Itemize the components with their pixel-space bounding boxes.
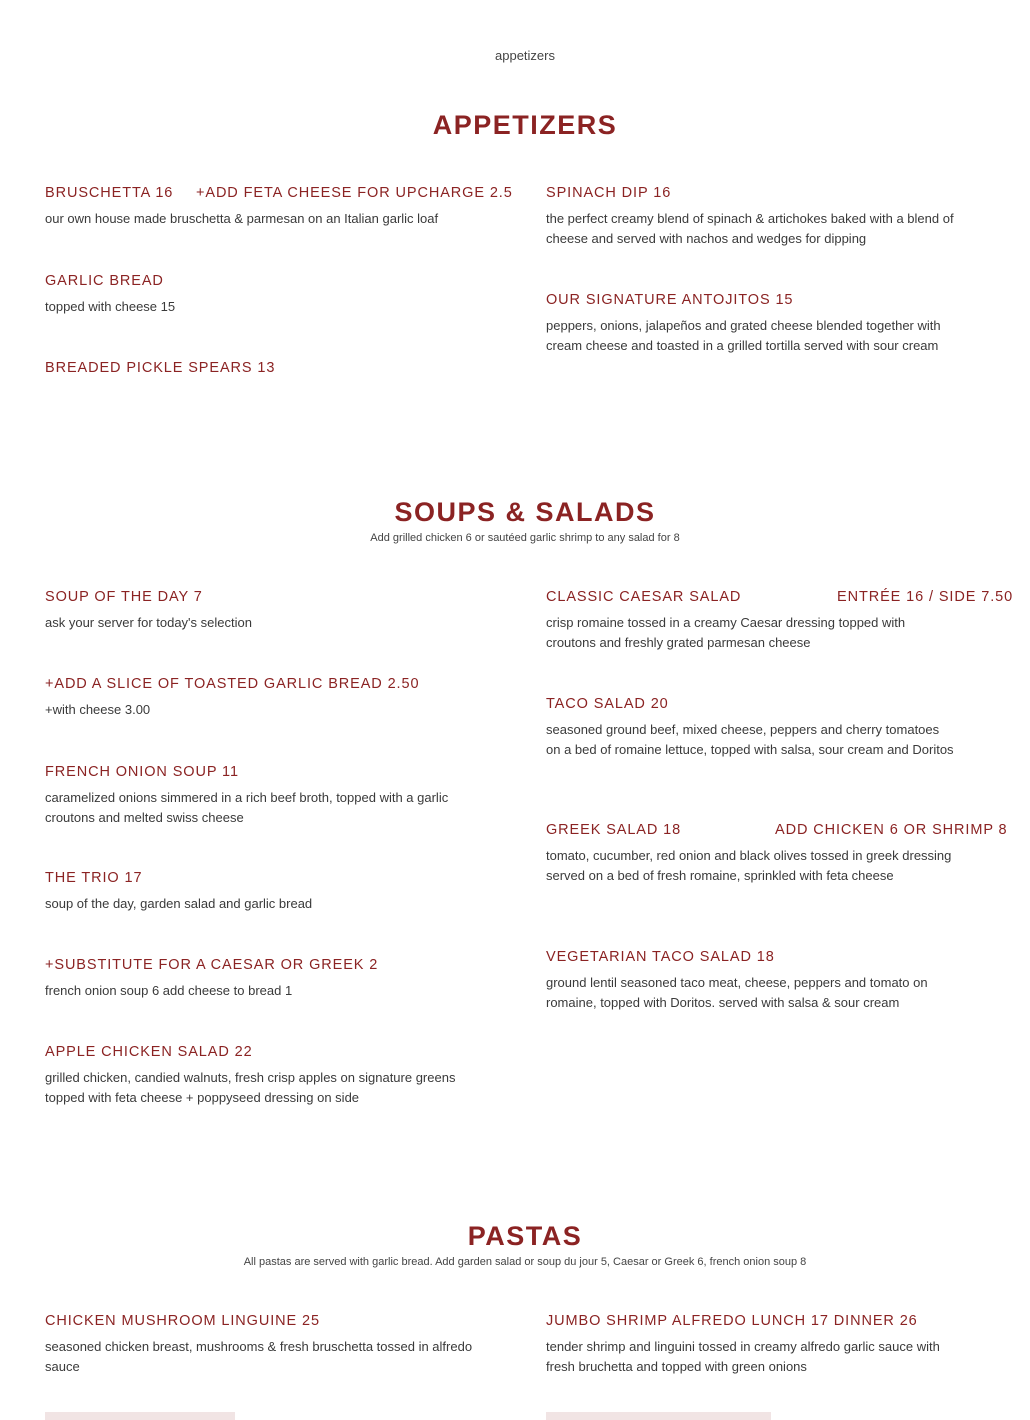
item-description: soup of the day, garden salad and garlic bread (45, 896, 313, 911)
item-description: ground lentil seasoned taco meat, cheese, peppers and tomato on romaine, topped with Doritos. served with salsa & sour cream (546, 975, 928, 1010)
soups-salads-title: SOUPS & SALADS (394, 497, 656, 527)
menu-item-substitute (45, 957, 485, 1001)
menu-item-caesar-salad (546, 589, 1014, 652)
item-name: SOUP OF THE DAY 7 (45, 589, 203, 605)
item-description: the perfect creamy blend of spinach & artichokes baked with a blend of cheese and served with nachos and wedges for dipping (546, 211, 954, 246)
item-name: THE TRIO 17 (45, 870, 143, 886)
item-name-row (546, 822, 1008, 838)
menu-item-garlic-bread (45, 273, 485, 317)
item-name: BRUSCHETTA 16 (45, 185, 174, 201)
item-description: crisp romaine tossed in a creamy Caesar dressing topped with croutons and freshly grated parmesan cheese (546, 615, 906, 650)
item-name: SPINACH DIP 16 (546, 185, 672, 201)
item-name: VEGETARIAN TACO SALAD 18 (546, 949, 775, 965)
item-name: TACO SALAD 20 (546, 696, 669, 712)
item-description: caramelized onions simmered in a rich beef broth, topped with a garlic croutons and melted swiss cheese (45, 790, 449, 825)
item-description: our own house made bruschetta & parmesan on an Italian garlic loaf (45, 211, 439, 226)
pastas-title: PASTAS (467, 1221, 583, 1251)
item-name: APPLE CHICKEN SALAD 22 (45, 1044, 253, 1060)
item-extra: ENTRÉE 16 / SIDE 7.50 (837, 589, 1014, 605)
item-name-row (546, 589, 1014, 605)
item-extra: ADD CHICKEN 6 OR SHRIMP 8 (775, 822, 1008, 838)
item-description: grilled chicken, candied walnuts, fresh crisp apples on signature greens topped with feta cheese + poppyseed dressing on side (45, 1070, 456, 1105)
item-description: tender shrimp and linguini tossed in creamy alfredo garlic sauce with fresh bruchetta and topped with green onions (546, 1339, 940, 1374)
menu-item-spinach-dip (546, 185, 956, 248)
item-name: BREADED PICKLE SPEARS 13 (45, 360, 276, 376)
item-name: OUR SIGNATURE ANTOJITOS 15 (546, 292, 794, 308)
menu-item-antojitos (546, 292, 956, 355)
item-name: +ADD A SLICE OF TOASTED GARLIC BREAD 2.50 (45, 676, 420, 692)
item-description: ask your server for today's selection (45, 615, 252, 630)
item-name: CHICKEN MUSHROOM LINGUINE 25 (45, 1313, 320, 1329)
item-description: +with cheese 3.00 (45, 702, 151, 717)
menu-item-soup-of-day (45, 589, 485, 633)
item-description: french onion soup 6 add cheese to bread 1 (45, 983, 293, 998)
item-name: JUMBO SHRIMP ALFREDO LUNCH 17 DINNER 26 (546, 1313, 918, 1329)
menu-item-pickle-spears (45, 360, 485, 376)
menu-item-vegetarian-taco-salad (546, 949, 956, 1012)
menu-item-taco-salad (546, 696, 956, 759)
menu-item-add-garlic-bread (45, 676, 485, 720)
item-description: seasoned chicken breast, mushrooms & fresh bruschetta tossed in alfredo sauce (45, 1339, 473, 1374)
item-extra: +ADD FETA CHEESE FOR UPCHARGE 2.5 (196, 185, 513, 201)
item-description: peppers, onions, jalapeños and grated cheese blended together with cream cheese and toasted in a grilled tortilla served with sour cream (546, 318, 941, 353)
menu-item-apple-chicken-salad (45, 1044, 485, 1107)
item-description: tomato, cucumber, red onion and black olives tossed in greek dressing served on a bed of fresh romaine, sprinkled with feta cheese (546, 848, 952, 883)
item-name: GARLIC BREAD (45, 273, 164, 289)
pastas-note: All pastas are served with garlic bread. Add garden salad or soup du jour 5, Caesar or Greek 6, french onion soup 8 (243, 1256, 807, 1268)
item-name: GREEK SALAD 18 (546, 822, 682, 838)
menu-item-french-onion (45, 764, 485, 827)
appetizers-title: APPETIZERS (432, 110, 618, 140)
menu-item-trio (45, 870, 485, 914)
cutoff-item-hint-right (546, 1412, 771, 1420)
soups-salads-note: Add grilled chicken 6 or sautéed garlic shrimp to any salad for 8 (370, 532, 680, 544)
menu-item-jumbo-shrimp-alfredo (546, 1313, 956, 1376)
cutoff-item-hint-left (45, 1412, 235, 1420)
page-label: appetizers (495, 48, 555, 63)
item-description: topped with cheese 15 (45, 299, 176, 314)
menu-item-greek-salad (546, 822, 1008, 885)
item-description: seasoned ground beef, mixed cheese, peppers and cherry tomatoes on a bed of romaine lettuce, topped with salsa, sour cream and Doritos (546, 722, 954, 757)
item-name: FRENCH ONION SOUP 11 (45, 764, 239, 780)
item-name-row (45, 185, 513, 201)
item-name: CLASSIC CAESAR SALAD (546, 589, 742, 605)
item-name: +SUBSTITUTE FOR A CAESAR OR GREEK 2 (45, 957, 379, 973)
menu-item-bruschetta (45, 185, 513, 229)
menu-item-chicken-mushroom-linguine (45, 1313, 485, 1376)
